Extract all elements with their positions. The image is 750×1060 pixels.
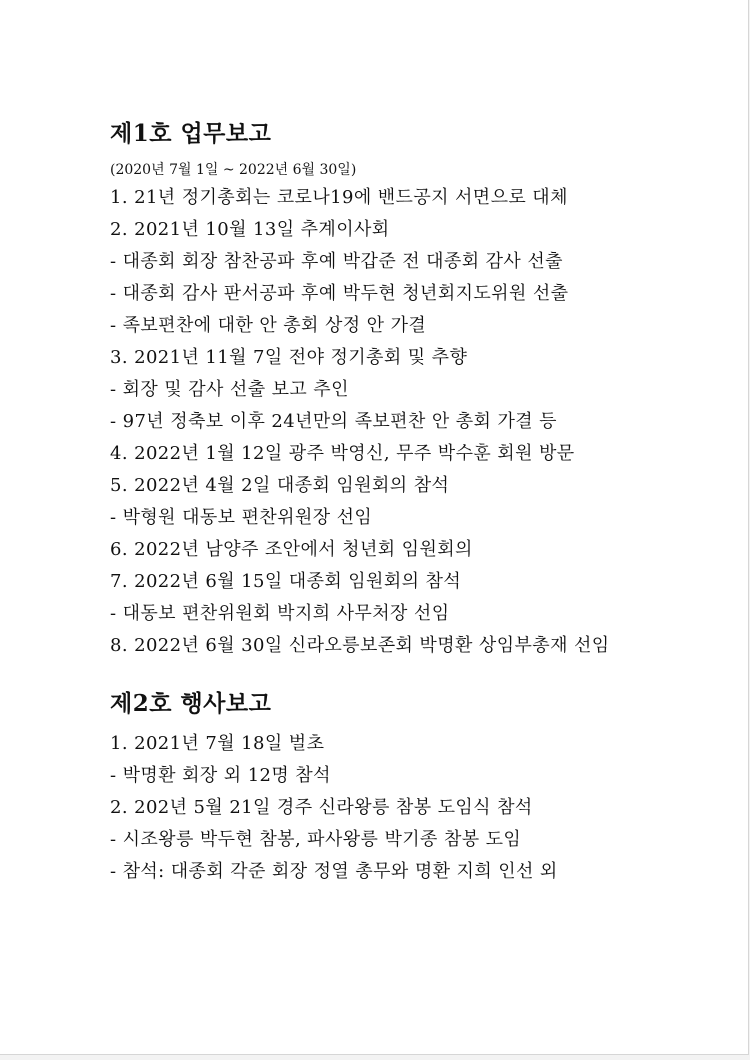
report-line: 3. 2021년 11월 7일 전야 정기총회 및 추향 bbox=[110, 347, 468, 368]
report-line: 7. 2022년 6월 15일 대종회 임원회의 참석 bbox=[110, 571, 462, 592]
report-line: 1. 2021년 7월 18일 벌초 bbox=[110, 733, 325, 754]
report-line: - 대종회 감사 판서공파 후예 박두현 청년회지도위원 선출 bbox=[110, 283, 569, 304]
report-line: - 박명환 회장 외 12명 참석 bbox=[110, 765, 331, 786]
document-body bbox=[110, 118, 645, 888]
report-line: - 박형원 대동보 편찬위원장 선임 bbox=[110, 507, 373, 528]
report-line: 2. 2021년 10월 13일 추계이사회 bbox=[110, 219, 390, 240]
report-period: (2020년 7월 1일 ~ 2022년 6월 30일) bbox=[110, 162, 357, 178]
report-line: - 참석: 대종회 각준 회장 정열 총무와 명환 지희 인선 외 bbox=[110, 861, 558, 882]
report-line: - 대종회 회장 참찬공파 후예 박갑준 전 대종회 감사 선출 bbox=[110, 251, 563, 272]
report-line: - 시조왕릉 박두현 참봉, 파사왕릉 박기종 참봉 도임 bbox=[110, 829, 522, 850]
report-line: - 97년 정축보 이후 24년만의 족보편찬 안 총회 가결 등 bbox=[110, 411, 557, 432]
report-line: 8. 2022년 6월 30일 신라오릉보존회 박명환 상임부총재 선임 bbox=[110, 635, 610, 656]
section-title: 제2호 행사보고 bbox=[110, 690, 272, 717]
report-line: - 대동보 편찬위원회 박지희 사무처장 선임 bbox=[110, 603, 450, 624]
section-business-report bbox=[110, 118, 645, 662]
report-line: 4. 2022년 1월 12일 광주 박영신, 무주 박수훈 회원 방문 bbox=[110, 443, 575, 464]
report-line: 6. 2022년 남양주 조안에서 청년회 임원회의 bbox=[110, 539, 473, 560]
report-line: 2. 202년 5월 21일 경주 신라왕릉 참봉 도임식 참석 bbox=[110, 797, 533, 818]
section-event-report bbox=[110, 688, 645, 888]
report-line: 1. 21년 정기총회는 코로나19에 밴드공지 서면으로 대체 bbox=[110, 187, 568, 208]
report-line: - 회장 및 감사 선출 보고 추인 bbox=[110, 379, 349, 400]
section-title: 제1호 업무보고 bbox=[110, 120, 272, 147]
report-line: - 족보편찬에 대한 안 총회 상정 안 가결 bbox=[110, 315, 427, 336]
report-line: 5. 2022년 4월 2일 대종회 임원회의 참석 bbox=[110, 475, 450, 496]
